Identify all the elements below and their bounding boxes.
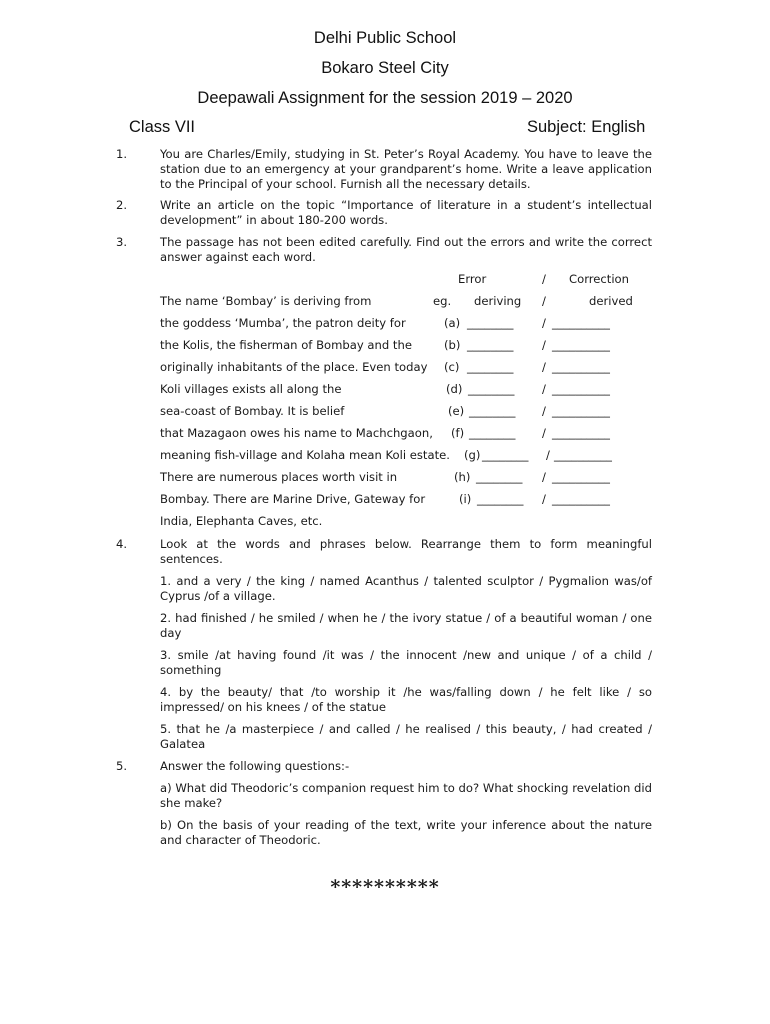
passage-line: that Mazagaon owes his name to Machchgaon, [160, 426, 433, 440]
rearrange-item: 2. had finished / he smiled / when he / the ivory statue / of a beautiful woman / one day [160, 611, 652, 640]
sub-question: a) What did Theodoric’s companion request him to do? What shocking revelation did she make? [160, 781, 652, 810]
question-number: 1. [116, 147, 128, 161]
passage-line: Koli villages exists all along the [160, 382, 342, 396]
passage-line: the goddess ‘Mumba’, the patron deity for [160, 316, 406, 330]
correction-blank[interactable]: __________ [552, 404, 610, 418]
error-answer: deriving [474, 294, 522, 308]
correction-blank[interactable]: __________ [552, 492, 610, 506]
passage-line: meaning fish-village and Kolaha mean Koli estate. [160, 448, 450, 462]
correction-blank[interactable]: __________ [552, 470, 610, 484]
error-blank[interactable]: ________ [482, 448, 529, 462]
passage-line: sea-coast of Bombay. It is belief [160, 404, 345, 418]
blank-label: (d) [446, 382, 463, 396]
error-blank[interactable]: ________ [469, 426, 516, 440]
error-blank[interactable]: ________ [467, 360, 514, 374]
question-text: Answer the following questions:- [160, 759, 350, 773]
passage-line: There are numerous places worth visit in [160, 470, 398, 484]
error-column-header: Error [458, 272, 487, 286]
error-blank[interactable]: ________ [467, 338, 514, 352]
blank-label: (a) [444, 316, 461, 330]
passage-line: originally inhabitants of the place. Even today [160, 360, 428, 374]
subject-label: Subject: English [527, 118, 646, 136]
blank-label: (i) [459, 492, 472, 506]
blank-label: (g) [464, 448, 481, 462]
passage-line: the Kolis, the fisherman of Bombay and the [160, 338, 412, 352]
column-separator: / [542, 294, 546, 308]
question-number: 4. [116, 537, 128, 551]
error-blank[interactable]: ________ [477, 492, 524, 506]
sub-question: b) On the basis of your reading of the text, write your inference about the nature and character of Theodoric. [160, 818, 652, 847]
question-text: The passage has not been edited carefully. Find out the errors and write the correct answer against each word. [160, 235, 652, 264]
question-text: You are Charles/Emily, studying in St. Peter’s Royal Academy. You have to leave the station due to an emergency at your grandparent’s home. Write a leave application to the Principal of your school. Furnish all the necessary details. [160, 147, 652, 191]
question-number: 3. [116, 235, 128, 249]
question-text: Look at the words and phrases below. Rearrange them to form meaningful sentences. [160, 537, 652, 566]
correction-blank[interactable]: __________ [552, 426, 610, 440]
rearrange-item: 3. smile /at having found /it was / the innocent /new and unique / of a child / something [160, 648, 652, 677]
blank-label: (e) [448, 404, 465, 418]
error-blank[interactable]: ________ [476, 470, 523, 484]
passage-line: The name ‘Bombay’ is deriving from [160, 294, 372, 308]
correction-answer: derived [589, 294, 633, 308]
end-of-document-stars: ********** [330, 876, 440, 898]
correction-blank[interactable]: __________ [554, 448, 612, 462]
blank-label: (b) [444, 338, 461, 352]
column-separator: / [542, 272, 546, 286]
column-separator: / [542, 426, 546, 440]
school-name: Delhi Public School [313, 29, 457, 47]
passage-line: India, Elephanta Caves, etc. [160, 514, 323, 528]
column-separator: / [542, 338, 546, 352]
column-separator: / [542, 492, 546, 506]
blank-label: (c) [444, 360, 460, 374]
blank-label: (h) [454, 470, 471, 484]
question-number: 2. [116, 198, 128, 212]
blank-label: (f) [451, 426, 465, 440]
question-text: Write an article on the topic “Importance of literature in a student’s intellectual development” in about 180-200 words. [160, 198, 652, 227]
rearrange-item: 4. by the beauty/ that /to worship it /he was/falling down / he felt like / so impressed/ on his knees / of the statue [160, 685, 652, 714]
correction-column-header: Correction [569, 272, 629, 286]
column-separator: / [542, 316, 546, 330]
error-blank[interactable]: ________ [469, 404, 516, 418]
class-label: Class VII [129, 118, 196, 136]
error-blank[interactable]: ________ [467, 316, 514, 330]
rearrange-item: 1. and a very / the king / named Acanthus / talented sculptor / Pygmalion was/of Cyprus /of a village. [160, 574, 652, 603]
column-separator: / [542, 470, 546, 484]
correction-blank[interactable]: __________ [552, 316, 610, 330]
error-blank[interactable]: ________ [468, 382, 515, 396]
correction-blank[interactable]: __________ [552, 360, 610, 374]
correction-blank[interactable]: __________ [552, 382, 610, 396]
question-number: 5. [116, 759, 128, 773]
passage-line: Bombay. There are Marine Drive, Gateway for [160, 492, 426, 506]
assignment-title: Deepawali Assignment for the session 2019 – 2020 [197, 89, 573, 107]
column-separator: / [546, 448, 550, 462]
school-city: Bokaro Steel City [321, 59, 449, 77]
correction-blank[interactable]: __________ [552, 338, 610, 352]
column-separator: / [542, 382, 546, 396]
blank-label: eg. [433, 294, 452, 308]
rearrange-item: 5. that he /a masterpiece / and called / he realised / this beauty, / had created / Galatea [160, 722, 652, 751]
column-separator: / [542, 360, 546, 374]
column-separator: / [542, 404, 546, 418]
